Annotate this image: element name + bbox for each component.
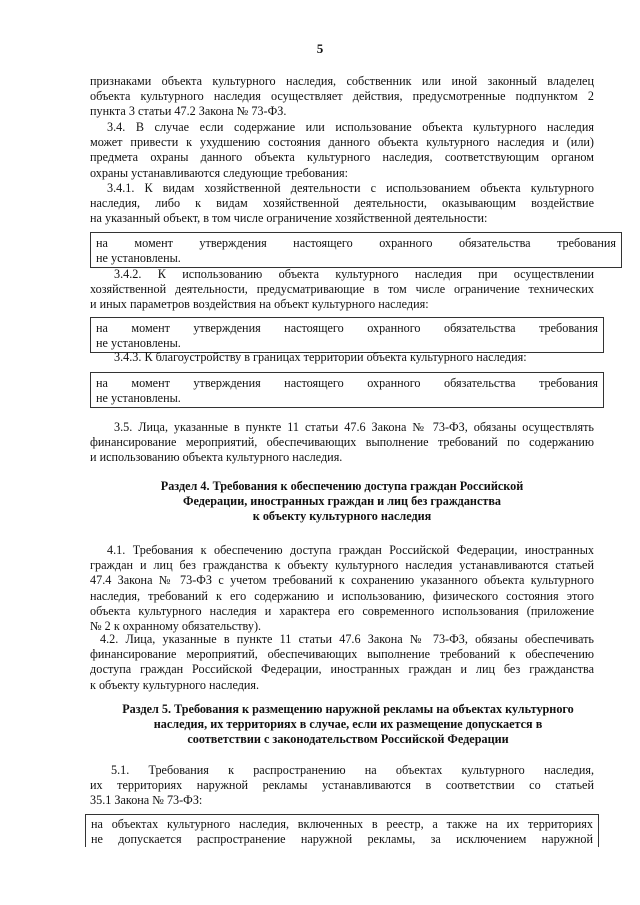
paragraph-3-4-3: 3.4.3. К благоустройству в границах территории объекта культурного наследия: [114, 350, 527, 364]
section-4-heading: Раздел 4. Требования к обеспечению доступа граждан Российской Федерации, иностранных граждан и лиц без гражданства к объекту культурного наследия [160, 479, 524, 524]
paragraph-5-1: 5.1. Требования к распространению на объектах культурного наследия, их территориях наружной рекламы устанавливаются в соответствии со статьей 35.1 Закона № 73-ФЗ: [90, 763, 594, 808]
paragraph-3-5: 3.5. Лица, указанные в пункте 11 статьи 47.6 Закона № 73-ФЗ, обязаны осуществлять финансирование мероприятий, обеспечивающих выполнение требований по содержанию и использованию объекта культурного наследия. [90, 420, 594, 465]
page-number: 5 [316, 41, 324, 56]
paragraph-intro: признаками объекта культурного наследия, собственник или иной законный владелец объекта культурного наследия осуществляет действия, предусмотренные подпунктом 2 пункта 3 статьи 47.2 Закона № 73-ФЗ. [90, 74, 594, 119]
paragraph-3-4-2: 3.4.2. К использованию объекта культурного наследия при осуществлении хозяйственной деятельности, предусматривающие в том числе ограничение технических и иных параметров воздействия на объект культурного наследия: [90, 267, 594, 312]
paragraph-3-4-1: 3.4.1. К видам хозяйственной деятельности с использованием объекта культурного наследия, либо к видам хозяйственной деятельности, оказывающим воздействие на указанный объект, в том числе ограничение хозяйственной деятельности: [90, 181, 594, 226]
paragraph-4-2: 4.2. Лица, указанные в пункте 11 статьи 47.6 Закона № 73-ФЗ, обязаны обеспечивать финансирование мероприятий, обеспечивающих выполнение требований к обеспечению доступа граждан Российской Федерации, иностранных граждан и лиц без гражданства к объекту культурного наследия. [90, 632, 594, 692]
paragraph-4-1: 4.1. Требования к обеспечению доступа граждан Российской Федерации, иностранных граждан и лиц без гражданства к объекту культурного наследия устанавливаются статьей 47.4 Закона № 73-ФЗ с учетом требований к сохранению указанного объекта культурного наследия, требований к его содержанию и использованию, физического состояния этого объекта культурного наследия и характера его современного использования (приложение № 2 к охранному обязательству). [90, 543, 594, 633]
requirements-box-2: на момент утверждения настоящего охранного обязательства требования не установлены. [90, 317, 604, 353]
requirements-box-1: на момент утверждения настоящего охранного обязательства требования не установлены. [90, 232, 622, 268]
requirements-box-4: на объектах культурного наследия, включенных в реестр, а также на их территориях не допускается распространение наружной рекламы, за исключением наружной [85, 814, 599, 847]
requirements-box-3: на момент утверждения настоящего охранного обязательства требования не установлены. [90, 372, 604, 408]
section-5-heading: Раздел 5. Требования к размещению наружной рекламы на объектах культурного наследия, их территориях в случае, если их размещение допускается в соответствии с законодательством Российской Федерации [122, 702, 574, 747]
paragraph-3-4: 3.4. В случае если содержание или использование объекта культурного наследия может привести к ухудшению состояния данного объекта культурного наследия и (или) предмета охраны данного объекта культурного наследия, соответствующим органом охраны устанавливаются следующие требования: [90, 120, 594, 180]
